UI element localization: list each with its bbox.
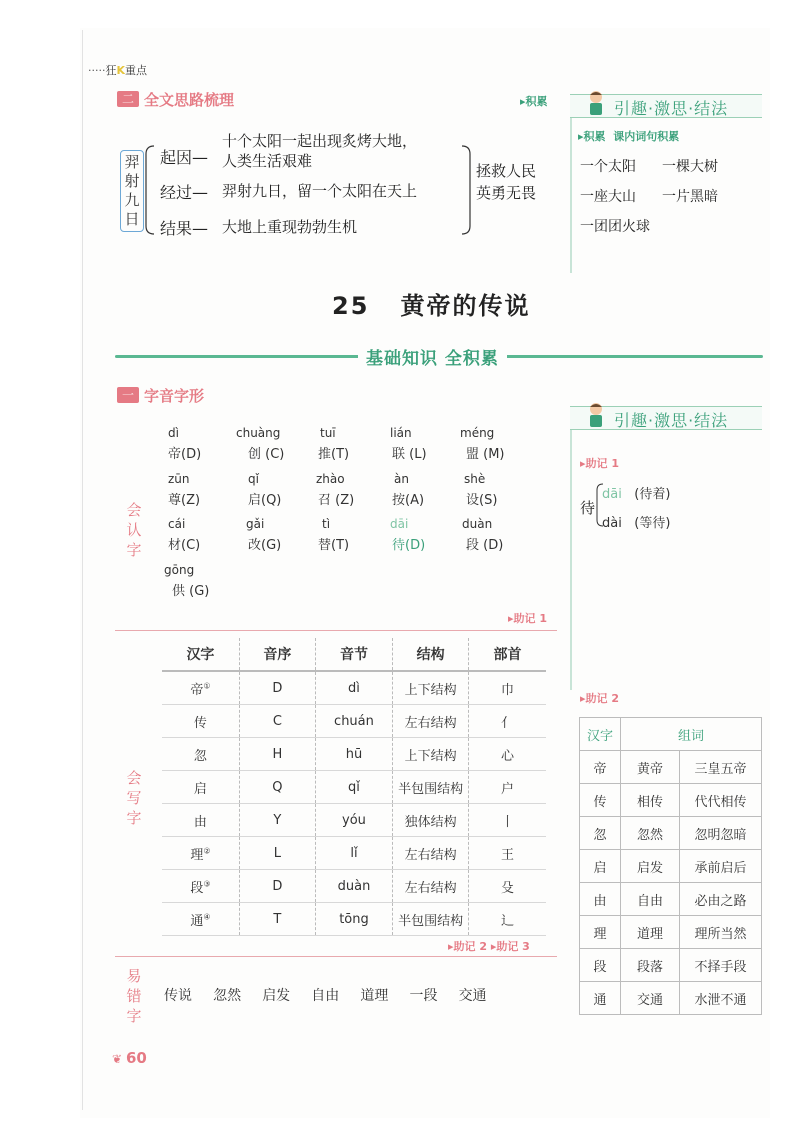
write-struct: 半包围结构 — [393, 771, 469, 804]
zc-word: 黄帝 — [621, 751, 680, 784]
recognize-pinyin: gǎi — [246, 517, 265, 531]
zc-char: 理 — [580, 916, 621, 949]
outline-result-text: 大地上重现勃勃生机 — [222, 218, 358, 236]
write-radical: 殳 — [469, 870, 546, 903]
label-recognize — [126, 500, 142, 560]
col-header: 音节 — [315, 638, 392, 671]
outline-cause-label: 起因— — [160, 148, 209, 167]
col-header: 部首 — [469, 638, 546, 671]
zc-word: 自由 — [621, 883, 680, 916]
word-group-table — [579, 717, 762, 1015]
page-number: 60 — [126, 1049, 147, 1067]
error-word-list — [164, 985, 503, 1005]
write-radical: 巾 — [469, 671, 546, 705]
recognize-char: 盟 (M) — [466, 447, 505, 462]
label-char: 错 — [126, 987, 142, 1005]
story-title-char: 羿 — [124, 153, 140, 171]
outline-cause-line1: 十个太阳一起出现炙烤大地， — [222, 132, 418, 150]
outline-cause-line2: 人类生活艰难 — [222, 152, 313, 170]
write-char-text: 忽 — [193, 748, 207, 764]
outline-brace-right — [460, 140, 476, 240]
memo-1-tag: ▸助记 1 — [508, 612, 548, 625]
phrase: 一棵大树 — [662, 159, 718, 175]
recognize-pinyin: tuī — [320, 426, 336, 440]
table-row — [162, 870, 546, 903]
recognize-pinyin: gōng — [164, 563, 195, 577]
col-header: 汉字 — [580, 718, 621, 751]
recognize-pinyin: dāi — [390, 517, 409, 531]
write-seq: D — [239, 870, 315, 903]
recognize-char: 尊(Z) — [168, 493, 201, 508]
lesson-number: 25 — [332, 292, 370, 320]
zc-char: 通 — [580, 982, 621, 1015]
error-word: 交通 — [458, 988, 487, 1004]
write-pinyin: hū — [315, 738, 392, 771]
write-pinyin: dì — [315, 671, 392, 705]
error-word: 道理 — [360, 988, 389, 1004]
label-error — [126, 966, 142, 1026]
lesson-name: 黄帝的传说 — [400, 292, 531, 320]
write-char — [162, 804, 239, 837]
zc-char: 启 — [580, 850, 621, 883]
zc-char: 由 — [580, 883, 621, 916]
zc-char: 传 — [580, 784, 621, 817]
zc-idiom: 水泄不通 — [680, 982, 762, 1015]
section-badge-two: 二 — [117, 91, 139, 107]
header-mark-c: 重点 — [125, 64, 148, 77]
write-seq: C — [239, 705, 315, 738]
write-radical: 王 — [469, 837, 546, 870]
recognize-pinyin: méng — [460, 426, 495, 440]
write-radical: 亻 — [469, 705, 546, 738]
divider — [115, 956, 557, 957]
outline-process-text: 羿射九日，留一个太阳在天上 — [222, 182, 418, 200]
outline-brace-left — [140, 140, 160, 240]
write-struct: 上下结构 — [393, 671, 469, 705]
zc-idiom: 理所当然 — [680, 916, 762, 949]
write-radical: 户 — [469, 771, 546, 804]
right-panel-1-tag-text: 课内词句积累 — [613, 130, 680, 143]
recognize-pinyin: duàn — [462, 517, 493, 531]
polyphone-reading-2 — [602, 512, 670, 531]
phrase: 一片黑暗 — [662, 189, 718, 205]
table-row — [162, 804, 546, 837]
recognize-pinyin: shè — [464, 472, 486, 486]
phrase: 一座大山 — [580, 189, 636, 205]
recognize-char: 改(G) — [248, 538, 282, 553]
table-row — [162, 903, 546, 936]
write-char — [162, 771, 239, 804]
table-row — [162, 738, 546, 771]
outline-conclusion-1: 拯救人民 — [476, 162, 537, 180]
write-char — [162, 705, 239, 738]
header-mark-b: K — [116, 64, 126, 77]
write-char — [162, 903, 239, 936]
zc-word: 启发 — [621, 850, 680, 883]
write-radical: 心 — [469, 738, 546, 771]
recognize-pinyin: àn — [394, 472, 409, 486]
table-row — [580, 949, 762, 982]
divider — [115, 630, 557, 631]
zc-char: 段 — [580, 949, 621, 982]
polyphone-char: 待 — [580, 499, 596, 517]
label-char: 会 — [126, 769, 142, 787]
write-struct: 独体结构 — [393, 804, 469, 837]
write-pinyin: duàn — [315, 870, 392, 903]
header-mark: ·····狂K重点 — [88, 64, 148, 77]
write-seq: D — [239, 671, 315, 705]
write-seq: Q — [239, 771, 315, 804]
write-char-sup: ② — [203, 846, 211, 856]
recognize-char: 材(C) — [168, 538, 201, 553]
right-panel-1-tag — [578, 128, 679, 144]
write-char — [162, 837, 239, 870]
write-char-text: 段 — [190, 880, 204, 896]
label-write — [126, 768, 142, 828]
error-word: 一段 — [409, 988, 438, 1004]
recognize-char: 段 (D) — [466, 538, 504, 553]
zc-word: 段落 — [621, 949, 680, 982]
polyphone-reading-1 — [602, 483, 670, 502]
write-seq: T — [239, 903, 315, 936]
recognize-char: 推(T) — [318, 447, 350, 462]
zc-idiom: 不择手段 — [680, 949, 762, 982]
right-panel-2-title: 引趣·激思·结法 — [614, 411, 729, 430]
recognize-char: 设(S) — [466, 493, 498, 508]
col-header: 结构 — [393, 638, 469, 671]
recognize-pinyin: tì — [322, 517, 331, 531]
recognize-char: 启(Q) — [248, 493, 282, 508]
reading-word: (等待) — [634, 516, 671, 531]
table-row — [580, 982, 762, 1015]
teacher-icon — [584, 401, 608, 427]
outline-result-label: 结果— — [160, 219, 209, 238]
lesson-title — [332, 286, 530, 321]
label-char: 字 — [126, 541, 142, 559]
write-char-text: 帝 — [190, 682, 204, 698]
section1-title: 字音字形 — [144, 387, 205, 405]
col-header: 汉字 — [162, 638, 239, 671]
table-row — [580, 883, 762, 916]
write-pinyin: yóu — [315, 804, 392, 837]
table-row — [162, 671, 546, 705]
recognize-char: 待(D) — [392, 538, 426, 553]
label-char: 会 — [126, 501, 142, 519]
recognize-pinyin: zhào — [316, 472, 345, 486]
write-char-sup: ④ — [203, 912, 211, 922]
story-title-char: 日 — [124, 210, 140, 228]
label-char: 字 — [126, 809, 142, 827]
write-pinyin: tōng — [315, 903, 392, 936]
error-word: 传说 — [164, 988, 192, 1004]
error-word: 自由 — [311, 988, 340, 1004]
write-char-sup: ③ — [203, 879, 211, 889]
write-char — [162, 870, 239, 903]
zc-idiom: 忽明忽暗 — [680, 817, 762, 850]
table-row — [162, 705, 546, 738]
recognize-pinyin: lián — [390, 426, 412, 440]
table-row — [580, 817, 762, 850]
table-row — [162, 837, 546, 870]
write-table-header — [162, 638, 546, 671]
write-struct: 左右结构 — [393, 870, 469, 903]
outline-side-tag: ▸积累 — [520, 95, 548, 108]
write-radical: 丨 — [469, 804, 546, 837]
leaf-icon: ❦ — [112, 1052, 123, 1066]
col-header: 组词 — [621, 718, 762, 751]
write-struct: 左右结构 — [393, 837, 469, 870]
memo-1-tag: ▸助记 1 — [580, 457, 620, 470]
table-row — [580, 850, 762, 883]
zc-idiom: 承前启后 — [680, 850, 762, 883]
zc-idiom: 必由之路 — [680, 883, 762, 916]
label-char: 写 — [126, 789, 142, 807]
write-struct: 上下结构 — [393, 738, 469, 771]
error-word: 忽然 — [213, 988, 242, 1004]
zc-word: 忽然 — [621, 817, 680, 850]
write-struct: 半包围结构 — [393, 903, 469, 936]
write-char — [162, 738, 239, 771]
outline-process-label: 经过— — [160, 183, 209, 202]
recognize-char: 按(A) — [392, 493, 425, 508]
recognize-char: 联 (L) — [392, 447, 427, 462]
word-group-header — [580, 718, 762, 751]
phrase: 一团团火球 — [580, 219, 650, 235]
label-char: 字 — [126, 1007, 142, 1025]
write-seq: Y — [239, 804, 315, 837]
recognize-char: 替(T) — [318, 538, 350, 553]
write-radical: 辶 — [469, 903, 546, 936]
recognize-pinyin: dì — [168, 426, 179, 440]
recognize-char: 召 (Z) — [318, 493, 355, 508]
memo-2-3-tag: ▸助记 2 ▸助记 3 — [448, 940, 530, 953]
banner-text: 基础知识 全积累 — [358, 344, 507, 369]
recognize-char: 创 (C) — [248, 447, 285, 462]
zc-word: 相传 — [621, 784, 680, 817]
write-seq: L — [239, 837, 315, 870]
recognize-pinyin: chuàng — [236, 426, 281, 440]
label-char: 易 — [126, 967, 142, 985]
recognize-pinyin: zūn — [168, 472, 190, 486]
write-char-text: 理 — [190, 847, 204, 863]
write-struct: 左右结构 — [393, 705, 469, 738]
label-char: 认 — [126, 521, 142, 539]
zc-word: 交通 — [621, 982, 680, 1015]
write-char-text: 启 — [193, 781, 207, 797]
outline-title: 全文思路梳理 — [144, 91, 235, 109]
outline-conclusion-2: 英勇无畏 — [476, 184, 537, 202]
right-panel-1-header — [570, 94, 762, 118]
zc-idiom: 三皇五帝 — [680, 751, 762, 784]
story-title-char: 射 — [124, 172, 140, 190]
write-char-text: 传 — [193, 715, 207, 731]
right-panel-1-tag-label: ▸积累 — [578, 130, 606, 143]
zc-char: 忽 — [580, 817, 621, 850]
write-char-text: 通 — [190, 913, 204, 929]
right-panel-2-header — [570, 406, 762, 430]
zc-char: 帝 — [580, 751, 621, 784]
error-word: 启发 — [262, 988, 291, 1004]
recognize-pinyin: qǐ — [248, 472, 259, 486]
zc-idiom: 代代相传 — [680, 784, 762, 817]
write-pinyin: lǐ — [315, 837, 392, 870]
zc-word: 道理 — [621, 916, 680, 949]
recognize-char: 帝(D) — [168, 447, 202, 462]
reading-word: (待着) — [634, 487, 671, 502]
right-panel-2-rule — [570, 430, 572, 690]
recognize-char: 供 (G) — [172, 584, 210, 599]
table-row — [580, 751, 762, 784]
table-row — [580, 916, 762, 949]
write-char-sup: ① — [203, 681, 211, 691]
table-row — [162, 771, 546, 804]
phrase: 一个太阳 — [580, 159, 636, 175]
right-panel-1-title: 引趣·激思·结法 — [614, 99, 729, 118]
section-badge-one: 一 — [117, 387, 139, 403]
teacher-icon — [584, 89, 608, 115]
write-char — [162, 671, 239, 705]
col-header: 音序 — [239, 638, 315, 671]
table-row — [580, 784, 762, 817]
story-title-char: 九 — [124, 191, 140, 209]
right-panel-1-rule — [570, 118, 572, 273]
margin-line — [82, 30, 83, 1110]
header-mark-a: 狂 — [105, 64, 117, 77]
write-pinyin: qǐ — [315, 771, 392, 804]
reading-pinyin: dài — [602, 516, 622, 531]
write-pinyin: chuán — [315, 705, 392, 738]
memo-2-tag: ▸助记 2 — [580, 692, 620, 705]
write-char-text: 由 — [193, 814, 207, 830]
write-table — [162, 638, 546, 936]
write-seq: H — [239, 738, 315, 771]
reading-pinyin: dāi — [602, 487, 622, 502]
recognize-pinyin: cái — [168, 517, 186, 531]
